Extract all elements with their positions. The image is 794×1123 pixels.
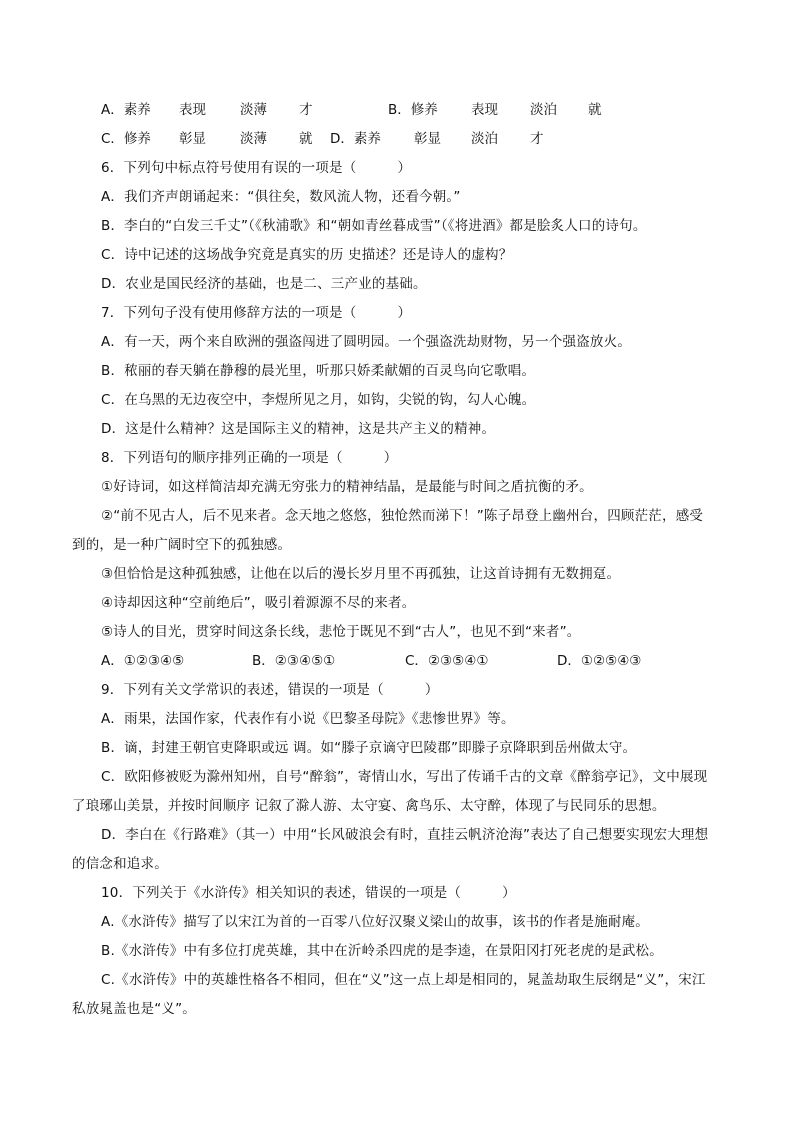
q8-sentence-1: ①好诗词，如这样简洁却充满无穷张力的精神结晶，是最能与时间之盾抗衡的矛。 [101, 479, 593, 495]
q8-stem: 8．下列语句的顺序排列正确的一项是（ ） [101, 450, 398, 466]
q10-option-b: B.《水浒传》中有多位打虎英雄，其中在沂岭杀四虎的是李逵，在景阳冈打死老虎的是武松。 [101, 943, 663, 959]
q10-option-c: C.《水浒传》中的英雄性格各不相同，但在“义”这一点上却是相同的，晁盖劫取生辰纲是“义”，宋江 [101, 972, 706, 988]
q8-option-b: B．②③④⑤① [252, 653, 336, 669]
q9-option-c: C．欧阳修被贬为滁州知州，自号“醉翁”，寄情山水，写出了传诵千古的文章《醉翁亭记》，文中展现 [101, 769, 708, 785]
q8-option-a: A．①②③④⑤ [101, 653, 185, 669]
q5-option-a-label: A．素养 [101, 102, 151, 118]
q5-option-word: 淡泊 [471, 131, 498, 147]
q8-option-c: C．②③⑤④① [405, 653, 489, 669]
q6-option-d: D．农业是国民经济的基础，也是二、三产业的基础。 [101, 276, 427, 292]
q5-option-word: 淡泊 [530, 102, 557, 118]
q5-option-c-label: C．修养 [101, 131, 151, 147]
q8-sentence-2: ②“前不见古人，后不见来者。念天地之悠悠，独怆然而涕下！”陈子昂登上幽州台，四顾茫茫，感受 [101, 508, 704, 524]
q7-option-d: D．这是什么精神？这是国际主义的精神，这是共产主义的精神。 [101, 421, 496, 437]
q8-sentence-4: ④诗却因这种“空前绝后”，吸引着源源不尽的来者。 [101, 595, 416, 611]
q9-option-c-cont: 了琅琊山美景，并按时间顺序 记叙了滁人游、太守宴、禽鸟乐、太守醉，体现了与民同乐的思想。 [72, 798, 666, 814]
q8-sentence-3: ③但恰恰是这种孤独感，让他在以后的漫长岁月里不再孤独，让这首诗拥有无数拥趸。 [101, 566, 621, 582]
q5-option-word: 才 [530, 131, 544, 147]
q7-option-b: B．秾丽的春天躺在静穆的晨光里，听那只娇柔献媚的百灵鸟向它歌唱。 [101, 363, 536, 379]
q5-option-word: 才 [299, 102, 313, 118]
q7-option-a: A．有一天，两个来自欧洲的强盗闯进了圆明园。一个强盗洗劫财物，另一个强盗放火。 [101, 334, 632, 350]
q5-option-word: 淡薄 [240, 102, 267, 118]
q8-sentence-5: ⑤诗人的目光，贯穿时间这条长线，悲怆于既见不到“古人”，也见不到“来者”。 [101, 624, 581, 640]
q5-option-word: 淡薄 [240, 131, 267, 147]
q9-option-d: D．李白在《行路难》（其一）中用“长风破浪会有时，直挂云帆济沧海”表达了自己想要实现宏大理想 [101, 827, 709, 843]
q5-option-word: 表现 [471, 102, 498, 118]
q10-option-a: A.《水浒传》描写了以宋江为首的一百零八位好汉聚义梁山的故事，该书的作者是施耐庵。 [101, 914, 649, 930]
q9-option-a: A．雨果，法国作家，代表作有小说《巴黎圣母院》《悲惨世界》等。 [101, 711, 515, 727]
q6-stem: 6．下列句中标点符号使用有误的一项是（ ） [101, 160, 412, 176]
q10-stem: 10．下列关于《水浒传》相关知识的表述，错误的一项是（ ） [101, 885, 516, 901]
q5-option-word: 就 [588, 102, 602, 118]
q5-option-word: 表现 [179, 102, 206, 118]
q9-stem: 9．下列有关文学常识的表述，错误的一项是（ ） [101, 682, 439, 698]
q5-option-d-label: D．素养 [330, 131, 381, 147]
q6-option-a: A．我们齐声朗诵起来：“俱往矣，数风流人物，还看今朝。” [101, 189, 461, 205]
q8-option-d: D．①②⑤④③ [557, 653, 642, 669]
q8-sentence-2-cont: 到的，是一种广阔时空下的孤独感。 [72, 537, 292, 553]
q6-option-b: B．李白的“白发三千丈”（《秋浦歌》和“朝如青丝暮成雪”（《将进酒》都是脍炙人口的诗句。 [101, 218, 647, 234]
q9-option-d-cont: 的信念和追求。 [72, 856, 168, 872]
q10-option-c-cont: 私放晁盖也是“义”。 [72, 1001, 196, 1017]
q7-stem: 7．下列句子没有使用修辞方法的一项是（ ） [101, 305, 412, 321]
q5-option-b-label: B．修养 [388, 102, 438, 118]
q7-option-c: C．在乌黑的无边夜空中，李煜所见之月，如钩，尖锐的钩，勾人心魄。 [101, 392, 536, 408]
q5-option-word: 就 [299, 131, 313, 147]
q6-option-c: C．诗中记述的这场战争究竟是真实的历 史描述？还是诗人的虚构？ [101, 247, 513, 263]
q5-option-word: 彰显 [179, 131, 206, 147]
q5-option-word: 彰显 [414, 131, 441, 147]
q9-option-b: B．谪，封建王朝官吏降职或远 调。如“滕子京谪守巴陵郡”即滕子京降职到岳州做太守。 [101, 740, 637, 756]
